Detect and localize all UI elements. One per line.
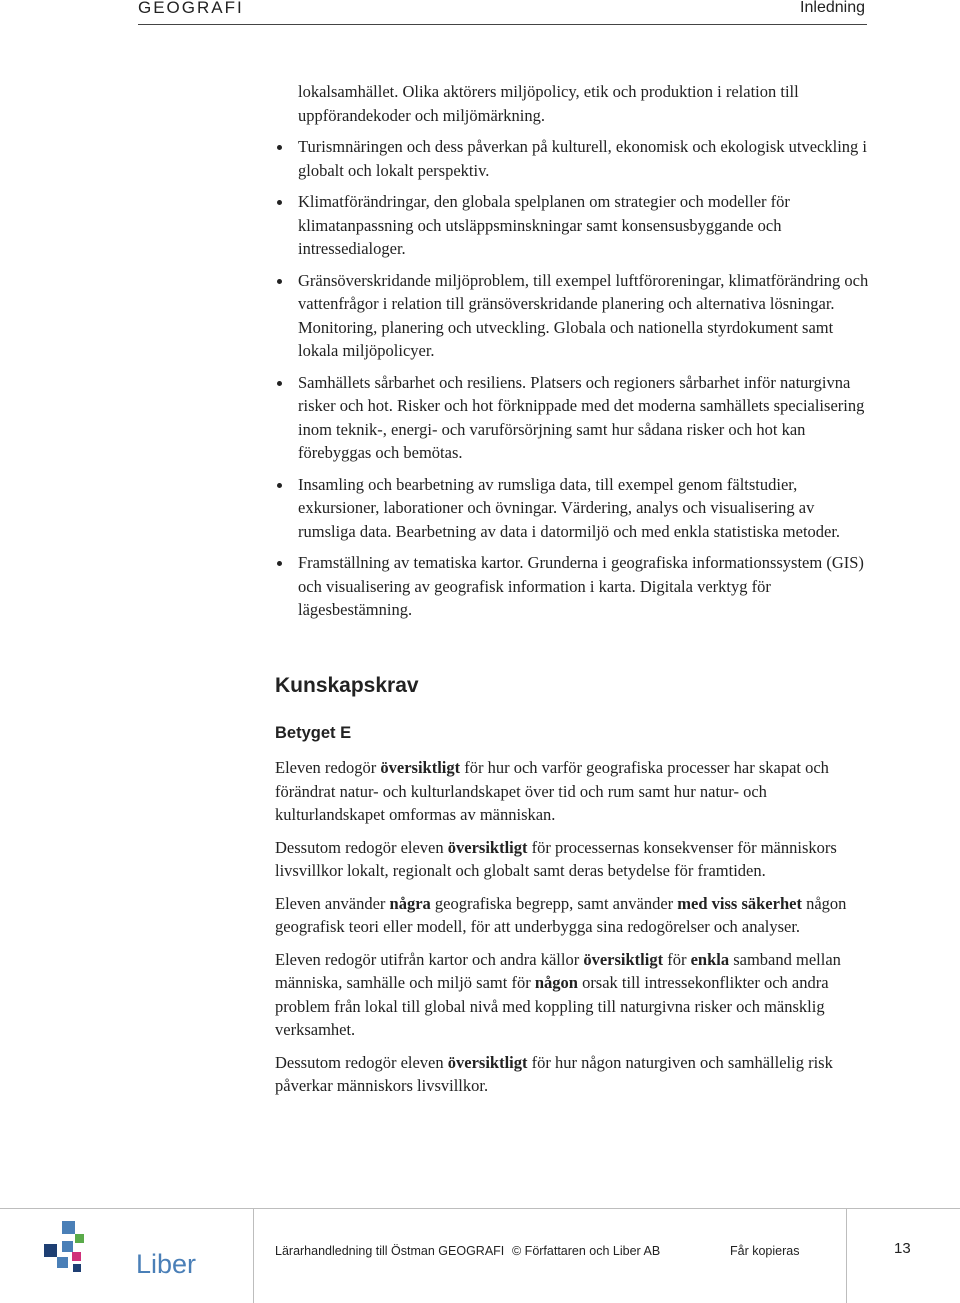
- subject-title: GEOGRAFI: [138, 0, 244, 17]
- bullet-icon: [277, 279, 282, 284]
- emphasis-text: någon: [534, 973, 578, 992]
- bullet-icon: [277, 145, 282, 150]
- criteria-text: orsak till intressekonflikter och andra problem från lokal till global nivå med koppling till naturgivna risker och mänsklig verksamhet.: [275, 973, 829, 1039]
- logo-wordmark: Liber: [136, 1249, 197, 1279]
- liber-logo: [44, 1219, 197, 1279]
- section-heading: Kunskapskrav: [275, 674, 419, 697]
- criteria-paragraph: [275, 892, 875, 939]
- page-footer: [0, 1208, 960, 1303]
- list-item-text: Klimatförändringar, den globala spelplanen om strategier och modeller för klimatanpassning och utsläppsminskningar samt konsensusbyggande och intressedialoger.: [298, 192, 790, 258]
- criteria-text: för processernas konsekvenser för människors livsvillkor lokalt, regionalt och globalt samt deras betydelse för framtiden.: [275, 837, 837, 880]
- section-title: Inledning: [800, 0, 865, 16]
- list-item-text: Samhällets sårbarhet och resiliens. Platsers och regioners sårbarhet inför naturgivna risker och hot. Risker och hot förknippade med det moderna samhällets specialisering inom teknik-, energi- och varuförsörjning samt hur sådana risker och hot kan förebyggas och bemötas.: [298, 372, 865, 462]
- list-item: [298, 371, 873, 465]
- grade-criteria: [275, 756, 875, 1107]
- list-item-text: lokalsamhället. Olika aktörers miljöpolicy, etik och produktion i relation till uppförandekoder och miljömärkning.: [298, 82, 799, 125]
- bullet-icon: [277, 561, 282, 566]
- emphasis-text: med viss säkerhet: [677, 893, 802, 913]
- criteria-text: någon geografisk teori eller modell, för att underbygga sina redogörelser och analyser.: [275, 893, 847, 936]
- criteria-text: för hur någon naturgiven och samhällelig risk påverkar människors livsvillkor.: [275, 1052, 833, 1095]
- bullet-icon: [277, 200, 282, 205]
- list-item: [298, 135, 873, 182]
- list-item-text: Insamling och bearbetning av rumsliga data, till exempel genom fältstudier, exkursioner, laborationer och övningar. Värdering, analys och visualisering av rumsliga data. Bearbetning av data i datormiljö och med enkla statistiska metoder.: [298, 474, 841, 541]
- list-item: [298, 269, 873, 363]
- emphasis-text: översiktligt: [447, 837, 528, 857]
- list-item: [298, 473, 873, 544]
- grade-heading: Betyget E: [275, 724, 352, 742]
- footer-divider: [846, 1209, 847, 1303]
- emphasis-text: översiktligt: [583, 949, 664, 969]
- list-item: [298, 80, 873, 127]
- criteria-text: Eleven använder: [275, 893, 390, 913]
- criteria-text: Eleven redogör utifrån kartor och andra källor: [275, 949, 584, 969]
- criteria-text: Eleven redogör: [275, 758, 381, 777]
- liber-logo-icon: [44, 1219, 94, 1279]
- list-item: [298, 551, 873, 622]
- list-item: [298, 190, 873, 261]
- emphasis-text: enkla: [690, 949, 730, 969]
- criteria-text: för: [663, 949, 691, 969]
- criteria-text: för hur och varför geografiska processer har skapat och förändrat natur- och kulturlandskapet över tid och rum samt hur natur- och kulturlandskapet omformas av människan.: [275, 758, 829, 824]
- criteria-paragraph: [275, 948, 875, 1042]
- emphasis-text: några: [389, 893, 431, 913]
- criteria-text: samband mellan människa, samhälle och miljö samt för: [275, 949, 841, 992]
- emphasis-text: översiktligt: [447, 1052, 528, 1072]
- footer-divider: [253, 1209, 254, 1303]
- bullet-icon: [277, 381, 282, 386]
- criteria-text: geografiska begrepp, samt använder: [430, 893, 678, 913]
- copyright-note: © Författaren och Liber AB: [512, 1244, 661, 1258]
- criteria-text: Dessutom redogör eleven: [275, 1052, 448, 1072]
- book-title: Lärarhandledning till Östman GEOGRAFI: [275, 1244, 505, 1258]
- list-item-text: Framställning av tematiska kartor. Grunderna i geografiska informationssystem (GIS) och visualisering av geografisk information i karta. Digitala verktyg för lägesbestämning.: [298, 553, 864, 619]
- copy-permission: Får kopieras: [730, 1244, 800, 1258]
- criteria-text: Dessutom redogör eleven: [275, 837, 448, 857]
- content-bullet-list: [298, 80, 873, 630]
- emphasis-text: översiktligt: [380, 758, 461, 777]
- page-header: [138, 0, 867, 25]
- criteria-paragraph: [275, 836, 875, 883]
- page-number: 13: [894, 1240, 911, 1257]
- criteria-paragraph: [275, 756, 875, 827]
- list-item-text: Turismnäringen och dess påverkan på kulturell, ekonomisk och ekologisk utveckling i globalt och lokalt perspektiv.: [298, 137, 868, 180]
- criteria-paragraph: [275, 1051, 875, 1098]
- bullet-icon: [277, 483, 282, 488]
- list-item-text: Gränsöverskridande miljöproblem, till exempel luftföroreningar, klimatförändring och vattenfrågor i relation till gränsöverskridande planering och alternativa lösningar. Monitoring, planering och utveckling. Globala och nationella styrdokument samt lokala miljöpolicyer.: [298, 270, 869, 360]
